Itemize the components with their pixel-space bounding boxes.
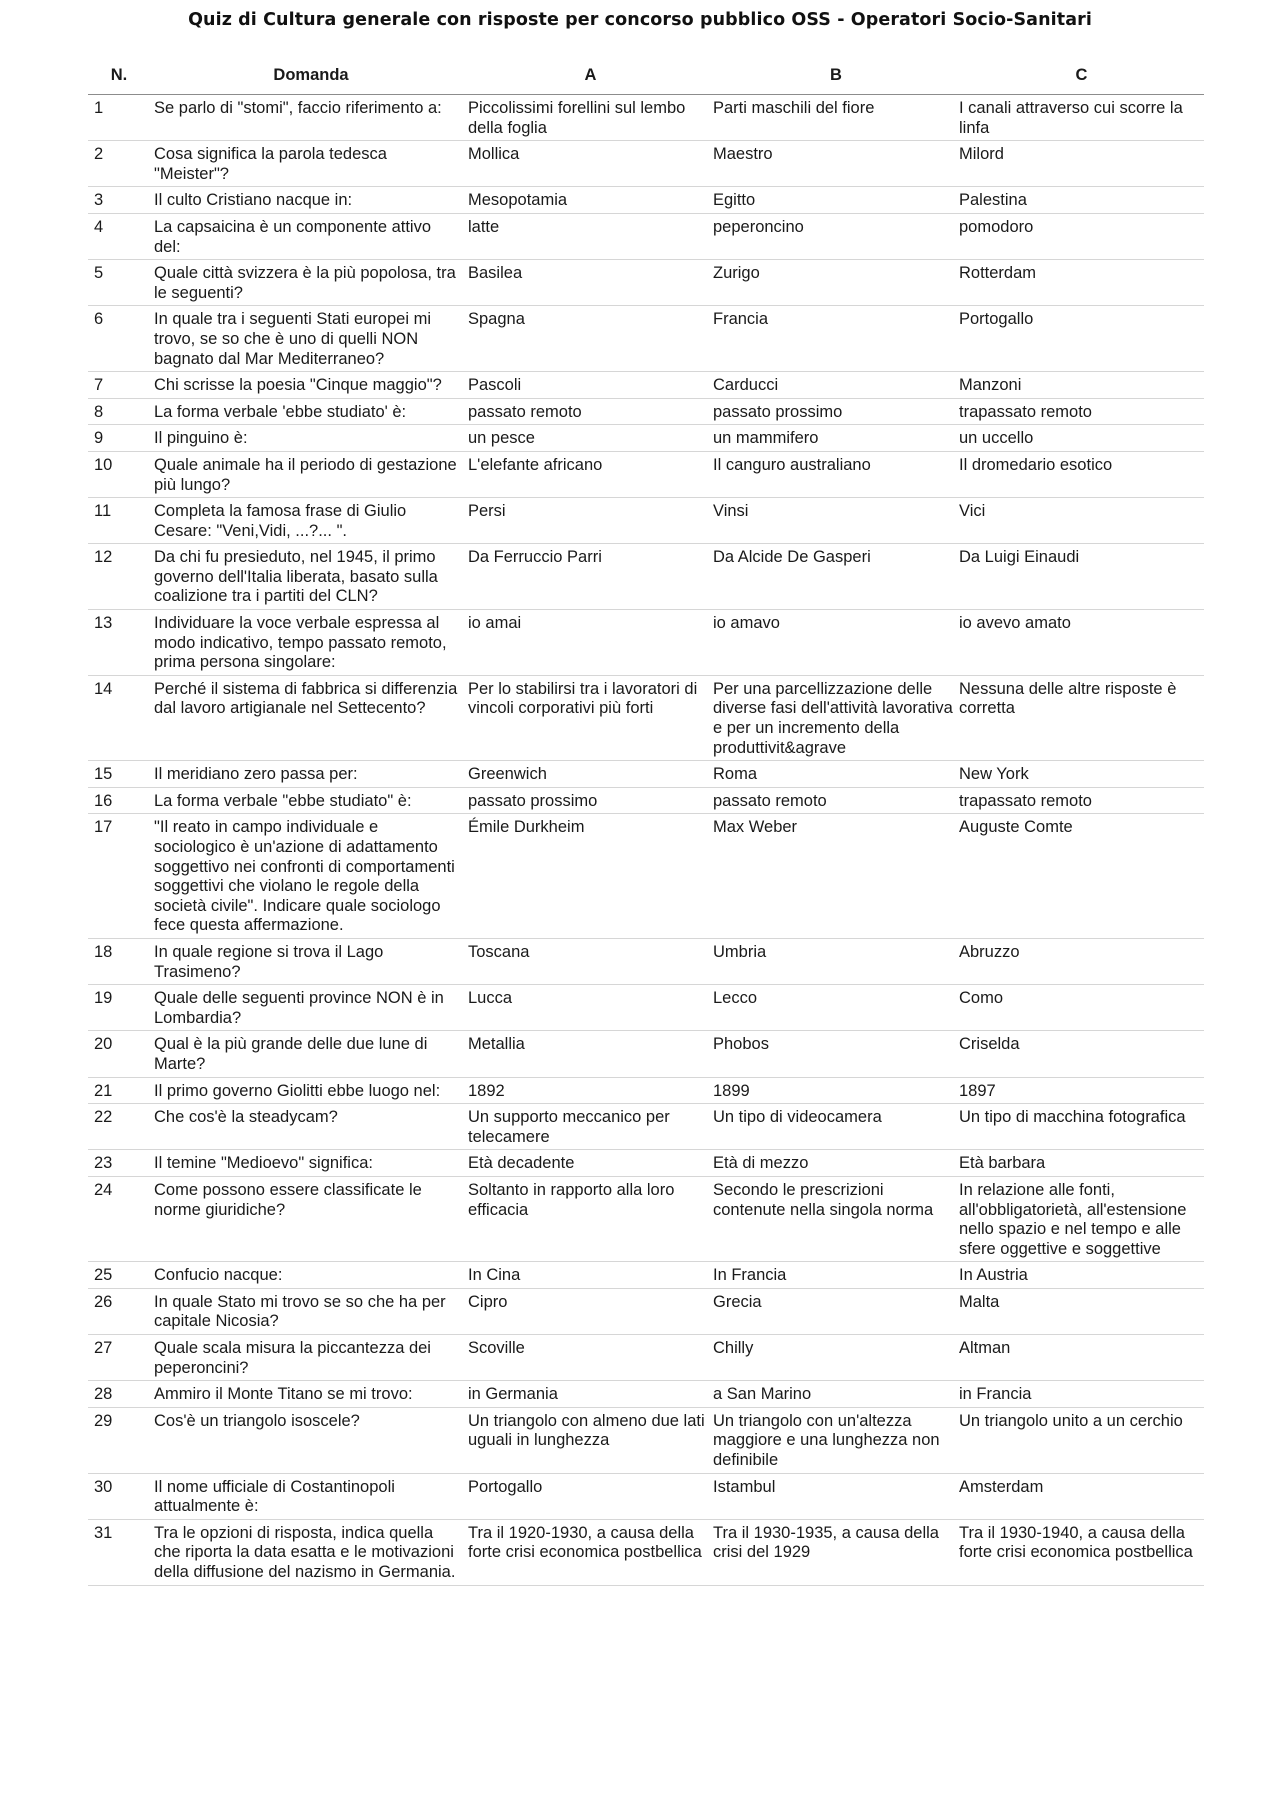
option-c: Nessuna delle altre risposte è corretta <box>959 675 1204 760</box>
question-number: 4 <box>88 213 154 259</box>
option-b: Zurigo <box>713 260 959 306</box>
option-a: Spagna <box>468 306 713 372</box>
table-row <box>88 187 1204 214</box>
table-row <box>88 451 1204 497</box>
question-number: 7 <box>88 372 154 399</box>
option-c: New York <box>959 761 1204 788</box>
table-header <box>88 58 1204 95</box>
option-b: Max Weber <box>713 814 959 939</box>
option-b: Un tipo di videocamera <box>713 1104 959 1150</box>
option-a: Piccolissimi forellini sul lembo della foglia <box>468 95 713 141</box>
question-text: Da chi fu presieduto, nel 1945, il primo governo dell'Italia liberata, basato sulla coalizione tra i partiti del CLN? <box>154 544 468 610</box>
option-a: Lucca <box>468 985 713 1031</box>
option-c: 1897 <box>959 1077 1204 1104</box>
table-row <box>88 1150 1204 1177</box>
table-row <box>88 1519 1204 1585</box>
option-a: Un triangolo con almeno due lati uguali in lunghezza <box>468 1407 713 1473</box>
question-number: 26 <box>88 1288 154 1334</box>
option-b: Per una parcellizzazione delle diverse fasi dell'attività lavorativa e per un incremento della produttivit&agrave <box>713 675 959 760</box>
option-c: Altman <box>959 1335 1204 1381</box>
question-text: Ammiro il Monte Titano se mi trovo: <box>154 1381 468 1408</box>
question-number: 1 <box>88 95 154 141</box>
option-c: Un tipo di macchina fotografica <box>959 1104 1204 1150</box>
question-text: Il culto Cristiano nacque in: <box>154 187 468 214</box>
question-text: Cosa significa la parola tedesca "Meister"? <box>154 141 468 187</box>
option-b: a San Marino <box>713 1381 959 1408</box>
option-a: Mollica <box>468 141 713 187</box>
question-text: Quale città svizzera è la più popolosa, tra le seguenti? <box>154 260 468 306</box>
option-a: In Cina <box>468 1262 713 1289</box>
option-b: peperoncino <box>713 213 959 259</box>
question-text: La capsaicina è un componente attivo del: <box>154 213 468 259</box>
option-b: Tra il 1930-1935, a causa della crisi del 1929 <box>713 1519 959 1585</box>
question-number: 19 <box>88 985 154 1031</box>
question-number: 20 <box>88 1031 154 1077</box>
question-number: 30 <box>88 1473 154 1519</box>
question-number: 22 <box>88 1104 154 1150</box>
question-text: Quale scala misura la piccantezza dei peperoncini? <box>154 1335 468 1381</box>
option-a: Scoville <box>468 1335 713 1381</box>
question-text: Il nome ufficiale di Costantinopoli attualmente è: <box>154 1473 468 1519</box>
question-text: Completa la famosa frase di Giulio Cesare: "Veni,Vidi, ...?... ". <box>154 498 468 544</box>
option-c: Milord <box>959 141 1204 187</box>
option-a: latte <box>468 213 713 259</box>
question-number: 11 <box>88 498 154 544</box>
option-b: Lecco <box>713 985 959 1031</box>
option-c: Un triangolo unito a un cerchio <box>959 1407 1204 1473</box>
table-row <box>88 306 1204 372</box>
question-number: 2 <box>88 141 154 187</box>
question-number: 9 <box>88 425 154 452</box>
option-c: in Francia <box>959 1381 1204 1408</box>
table-row <box>88 675 1204 760</box>
option-b: Carducci <box>713 372 959 399</box>
question-text: "Il reato in campo individuale e sociologico è un'azione di adattamento soggettivo nei confronti di comportamenti soggettivi che violano le regole della società civile". Indicare quale sociologo fece questa affermazione. <box>154 814 468 939</box>
option-c: Rotterdam <box>959 260 1204 306</box>
option-a: in Germania <box>468 1381 713 1408</box>
table-row <box>88 213 1204 259</box>
option-c: Abruzzo <box>959 938 1204 984</box>
question-number: 28 <box>88 1381 154 1408</box>
table-row <box>88 95 1204 141</box>
question-number: 3 <box>88 187 154 214</box>
option-b: 1899 <box>713 1077 959 1104</box>
table-row <box>88 761 1204 788</box>
option-a: Da Ferruccio Parri <box>468 544 713 610</box>
table-row <box>88 141 1204 187</box>
option-b: Roma <box>713 761 959 788</box>
option-b: Un triangolo con un'altezza maggiore e una lunghezza non definibile <box>713 1407 959 1473</box>
table-row <box>88 985 1204 1031</box>
option-b: Grecia <box>713 1288 959 1334</box>
table-row <box>88 1288 1204 1334</box>
option-b: Phobos <box>713 1031 959 1077</box>
option-c: io avevo amato <box>959 610 1204 676</box>
option-a: Tra il 1920-1930, a causa della forte crisi economica postbellica <box>468 1519 713 1585</box>
option-b: Istambul <box>713 1473 959 1519</box>
option-a: Soltanto in rapporto alla loro efficacia <box>468 1176 713 1261</box>
table-row <box>88 938 1204 984</box>
option-b: passato remoto <box>713 787 959 814</box>
option-b: Da Alcide De Gasperi <box>713 544 959 610</box>
table-row <box>88 1473 1204 1519</box>
option-c: In Austria <box>959 1262 1204 1289</box>
question-number: 25 <box>88 1262 154 1289</box>
option-a: 1892 <box>468 1077 713 1104</box>
option-c: un uccello <box>959 425 1204 452</box>
option-a: un pesce <box>468 425 713 452</box>
question-text: Il pinguino è: <box>154 425 468 452</box>
option-b: Secondo le prescrizioni contenute nella singola norma <box>713 1176 959 1261</box>
question-text: Perché il sistema di fabbrica si differenzia dal lavoro artigianale nel Settecento? <box>154 675 468 760</box>
option-c: Malta <box>959 1288 1204 1334</box>
table-row <box>88 610 1204 676</box>
question-number: 6 <box>88 306 154 372</box>
option-c: In relazione alle fonti, all'obbligatorietà, all'estensione nello spazio e nel tempo e alle sfere oggettive e soggettive <box>959 1176 1204 1261</box>
header-option-b: B <box>713 58 959 95</box>
option-a: Per lo stabilirsi tra i lavoratori di vincoli corporativi più forti <box>468 675 713 760</box>
header-number: N. <box>88 58 154 95</box>
question-text: Il temine "Medioevo" significa: <box>154 1150 468 1177</box>
question-text: Quale delle seguenti province NON è in Lombardia? <box>154 985 468 1031</box>
question-text: Se parlo di "stomi", faccio riferimento a: <box>154 95 468 141</box>
question-text: Individuare la voce verbale espressa al modo indicativo, tempo passato remoto, prima persona singolare: <box>154 610 468 676</box>
table-row <box>88 498 1204 544</box>
table-row <box>88 544 1204 610</box>
option-c: I canali attraverso cui scorre la linfa <box>959 95 1204 141</box>
option-b: Egitto <box>713 187 959 214</box>
question-number: 5 <box>88 260 154 306</box>
question-number: 21 <box>88 1077 154 1104</box>
question-text: Qual è la più grande delle due lune di Marte? <box>154 1031 468 1077</box>
option-a: passato remoto <box>468 398 713 425</box>
table-row <box>88 1077 1204 1104</box>
table-row <box>88 425 1204 452</box>
option-a: Cipro <box>468 1288 713 1334</box>
option-b: Vinsi <box>713 498 959 544</box>
table-row <box>88 1407 1204 1473</box>
question-text: In quale regione si trova il Lago Trasimeno? <box>154 938 468 984</box>
option-c: trapassato remoto <box>959 398 1204 425</box>
table-row <box>88 1335 1204 1381</box>
option-c: Tra il 1930-1940, a causa della forte crisi economica postbellica <box>959 1519 1204 1585</box>
question-text: Il primo governo Giolitti ebbe luogo nel: <box>154 1077 468 1104</box>
option-c: Criselda <box>959 1031 1204 1077</box>
question-text: In quale tra i seguenti Stati europei mi trovo, se so che è uno di quelli NON bagnato dal Mar Mediterraneo? <box>154 306 468 372</box>
question-text: Come possono essere classificate le norme giuridiche? <box>154 1176 468 1261</box>
header-question: Domanda <box>154 58 468 95</box>
option-a: Pascoli <box>468 372 713 399</box>
option-a: io amai <box>468 610 713 676</box>
question-number: 16 <box>88 787 154 814</box>
option-b: Maestro <box>713 141 959 187</box>
table-row <box>88 814 1204 939</box>
table-row <box>88 1176 1204 1261</box>
option-b: io amavo <box>713 610 959 676</box>
table-row <box>88 1381 1204 1408</box>
option-b: Chilly <box>713 1335 959 1381</box>
option-b: un mammifero <box>713 425 959 452</box>
question-number: 15 <box>88 761 154 788</box>
table-row <box>88 398 1204 425</box>
question-text: In quale Stato mi trovo se so che ha per capitale Nicosia? <box>154 1288 468 1334</box>
table-row <box>88 372 1204 399</box>
question-text: Che cos'è la steadycam? <box>154 1104 468 1150</box>
option-c: Manzoni <box>959 372 1204 399</box>
option-a: Greenwich <box>468 761 713 788</box>
option-a: Émile Durkheim <box>468 814 713 939</box>
question-number: 8 <box>88 398 154 425</box>
question-number: 29 <box>88 1407 154 1473</box>
question-number: 12 <box>88 544 154 610</box>
question-number: 10 <box>88 451 154 497</box>
option-a: Metallia <box>468 1031 713 1077</box>
option-c: Da Luigi Einaudi <box>959 544 1204 610</box>
question-text: Cos'è un triangolo isoscele? <box>154 1407 468 1473</box>
option-a: Persi <box>468 498 713 544</box>
header-option-c: C <box>959 58 1204 95</box>
option-c: Portogallo <box>959 306 1204 372</box>
option-b: Età di mezzo <box>713 1150 959 1177</box>
table-row <box>88 260 1204 306</box>
question-text: Confucio nacque: <box>154 1262 468 1289</box>
document-title: Quiz di Cultura generale con risposte per concorso pubblico OSS - Operatori Socio-Sanitari <box>188 10 1092 30</box>
table-row <box>88 1262 1204 1289</box>
option-b: In Francia <box>713 1262 959 1289</box>
question-number: 18 <box>88 938 154 984</box>
table-row <box>88 1031 1204 1077</box>
option-a: Mesopotamia <box>468 187 713 214</box>
option-b: Parti maschili del fiore <box>713 95 959 141</box>
question-number: 23 <box>88 1150 154 1177</box>
question-number: 13 <box>88 610 154 676</box>
option-c: Auguste Comte <box>959 814 1204 939</box>
option-a: passato prossimo <box>468 787 713 814</box>
option-a: Età decadente <box>468 1150 713 1177</box>
option-b: Umbria <box>713 938 959 984</box>
option-a: L'elefante africano <box>468 451 713 497</box>
question-text: Il meridiano zero passa per: <box>154 761 468 788</box>
table-row <box>88 787 1204 814</box>
option-b: Il canguro australiano <box>713 451 959 497</box>
table-body <box>88 95 1204 1586</box>
question-text: La forma verbale "ebbe studiato" è: <box>154 787 468 814</box>
question-text: Chi scrisse la poesia "Cinque maggio"? <box>154 372 468 399</box>
option-c: Como <box>959 985 1204 1031</box>
quiz-table <box>88 58 1204 1586</box>
option-c: trapassato remoto <box>959 787 1204 814</box>
question-number: 14 <box>88 675 154 760</box>
option-b: passato prossimo <box>713 398 959 425</box>
option-c: Palestina <box>959 187 1204 214</box>
header-row <box>88 58 1204 95</box>
option-c: Amsterdam <box>959 1473 1204 1519</box>
question-number: 17 <box>88 814 154 939</box>
option-c: Età barbara <box>959 1150 1204 1177</box>
option-c: Il dromedario esotico <box>959 451 1204 497</box>
question-number: 24 <box>88 1176 154 1261</box>
question-text: Tra le opzioni di risposta, indica quella che riporta la data esatta e le motivazioni della diffusione del nazismo in Germania. <box>154 1519 468 1585</box>
option-c: Vici <box>959 498 1204 544</box>
option-a: Basilea <box>468 260 713 306</box>
option-a: Toscana <box>468 938 713 984</box>
question-text: La forma verbale 'ebbe studiato' è: <box>154 398 468 425</box>
header-option-a: A <box>468 58 713 95</box>
option-c: pomodoro <box>959 213 1204 259</box>
option-b: Francia <box>713 306 959 372</box>
question-number: 31 <box>88 1519 154 1585</box>
option-a: Portogallo <box>468 1473 713 1519</box>
option-a: Un supporto meccanico per telecamere <box>468 1104 713 1150</box>
question-text: Quale animale ha il periodo di gestazione più lungo? <box>154 451 468 497</box>
table-row <box>88 1104 1204 1150</box>
question-number: 27 <box>88 1335 154 1381</box>
